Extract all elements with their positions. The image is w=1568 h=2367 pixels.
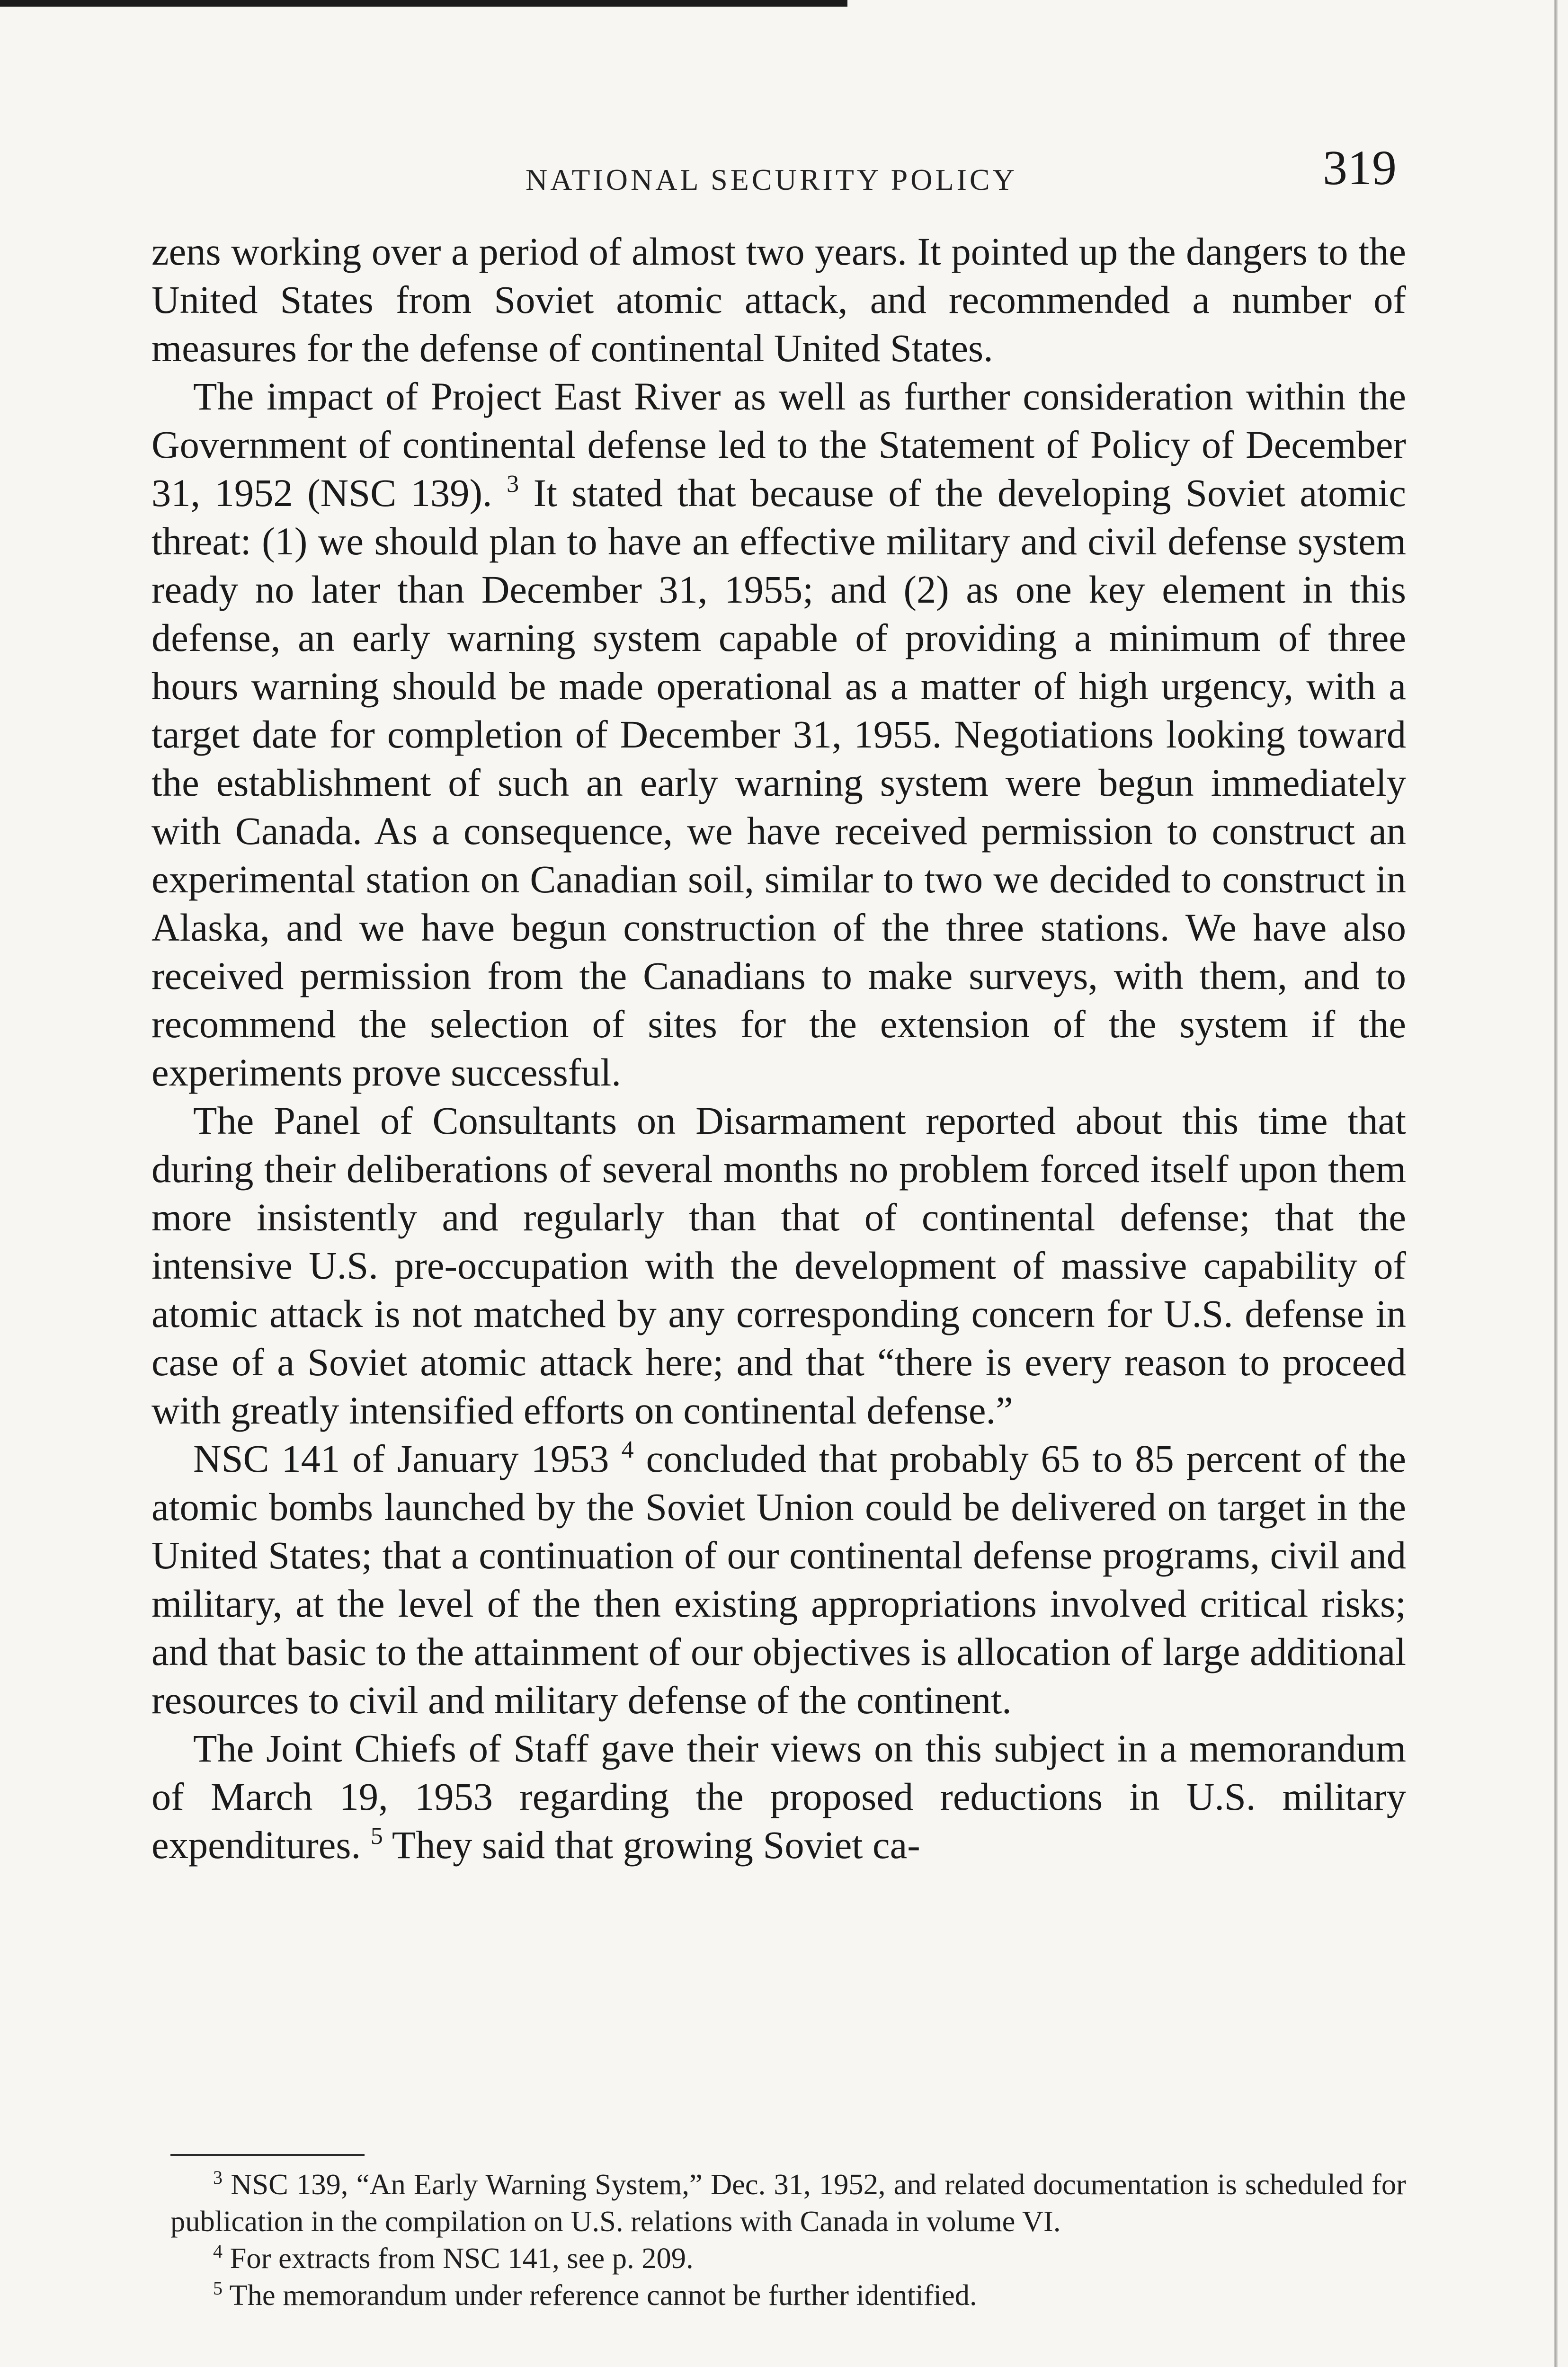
paragraph-text: The Panel of Consultants on Disarmament reported about this time that during their deliberations of several months no problem forced itself upon them more insistently and regularly than that of continental defense; that the intensive U.S. pre-occupation with the development of massive capability of atomic attack is not matched by any corresponding concern for U.S. defense in case of a Soviet atomic attack here; and that “there is every reason to proceed with greatly intensified efforts on continental defense.” [151,1099,1406,1432]
paragraph [151,1724,1406,1869]
paragraph-text: They said that growing Soviet ca- [383,1823,920,1867]
paragraph [151,1434,1406,1724]
page-header [151,140,1397,206]
footnote [170,2166,1406,2240]
paragraph [151,227,1406,372]
page-number: 319 [1323,141,1397,195]
footnote-reference[interactable]: 5 [370,1823,383,1850]
footnote-reference[interactable]: 4 [621,1436,634,1463]
scan-top-rule [0,0,847,7]
paragraph-text: NSC 141 of January 1953 [193,1437,609,1480]
footnote-text: For extracts from NSC 141, see p. 209. [223,2242,694,2275]
paragraph-text: zens working over a period of almost two years. It pointed up the dangers to the United States from Soviet atomic attack, and recommended a number of measures for the defense of continental United States. [151,230,1406,370]
footnote-mark: 3 [213,2167,223,2188]
scan-binding-edge [1554,0,1558,2367]
paragraph-text: concluded that probably 65 to 85 percent of the atomic bombs launched by the Soviet Union could be delivered on target in the United States; that a continuation of our continental defense programs, civil and military, at the level of the then existing appropriations involved critical risks; and that basic to the attainment of our objectives is allocation of large additional resources to civil and military defense of the continent. [151,1437,1407,1722]
footnote [170,2240,1406,2277]
footnote-mark: 5 [213,2278,223,2299]
footnote [170,2277,1406,2314]
running-head: NATIONAL SECURITY POLICY [526,163,1017,196]
paragraph [151,372,1406,1096]
footnote-reference[interactable]: 3 [507,471,519,498]
footnote-text: The memorandum under reference cannot be further identified. [223,2278,977,2312]
paragraph-text: It stated that because of the developing Soviet atomic threat: (1) we should plan to have an effective military and civil defense system ready no later than December 31, 1955; and (2) as one key element in this defense, an early warning system capable of providing a minimum of three hours warning should be made operational as a matter of high urgency, with a target date for completion of December 31, 1955. Negotiations looking toward the establishment of such an early warning system were begun immediately with Canada. As a consequence, we have received permission to construct an experimental station on Canadian soil, similar to two we decided to construct in Alaska, and we have begun construction of the three stations. We have also received permission from the Canadians to make surveys, with them, and to recommend the selection of sites for the extension of the system if the experiments prove successful. [151,471,1407,1094]
paragraph-text: The impact of Project East River as well as further consideration within the Government of continental defense led to the Statement of Policy of December 31, 1952 (NSC 139). [151,374,1406,515]
footnote-divider [170,2154,365,2156]
paragraph [151,1096,1406,1434]
footnote-text: NSC 139, “An Early Warning System,” Dec. 31, 1952, and related documentation is scheduled for publication in the compilation on U.S. relations with Canada in volume VI. [170,2168,1406,2238]
paragraph-text: The Joint Chiefs of Staff gave their views on this subject in a memorandum of March 19, 1953 regarding the proposed reductions in U.S. military expenditures. [151,1726,1406,1867]
footnotes [170,2166,1406,2314]
footnote-mark: 4 [213,2241,223,2262]
body-text [151,227,1406,1869]
